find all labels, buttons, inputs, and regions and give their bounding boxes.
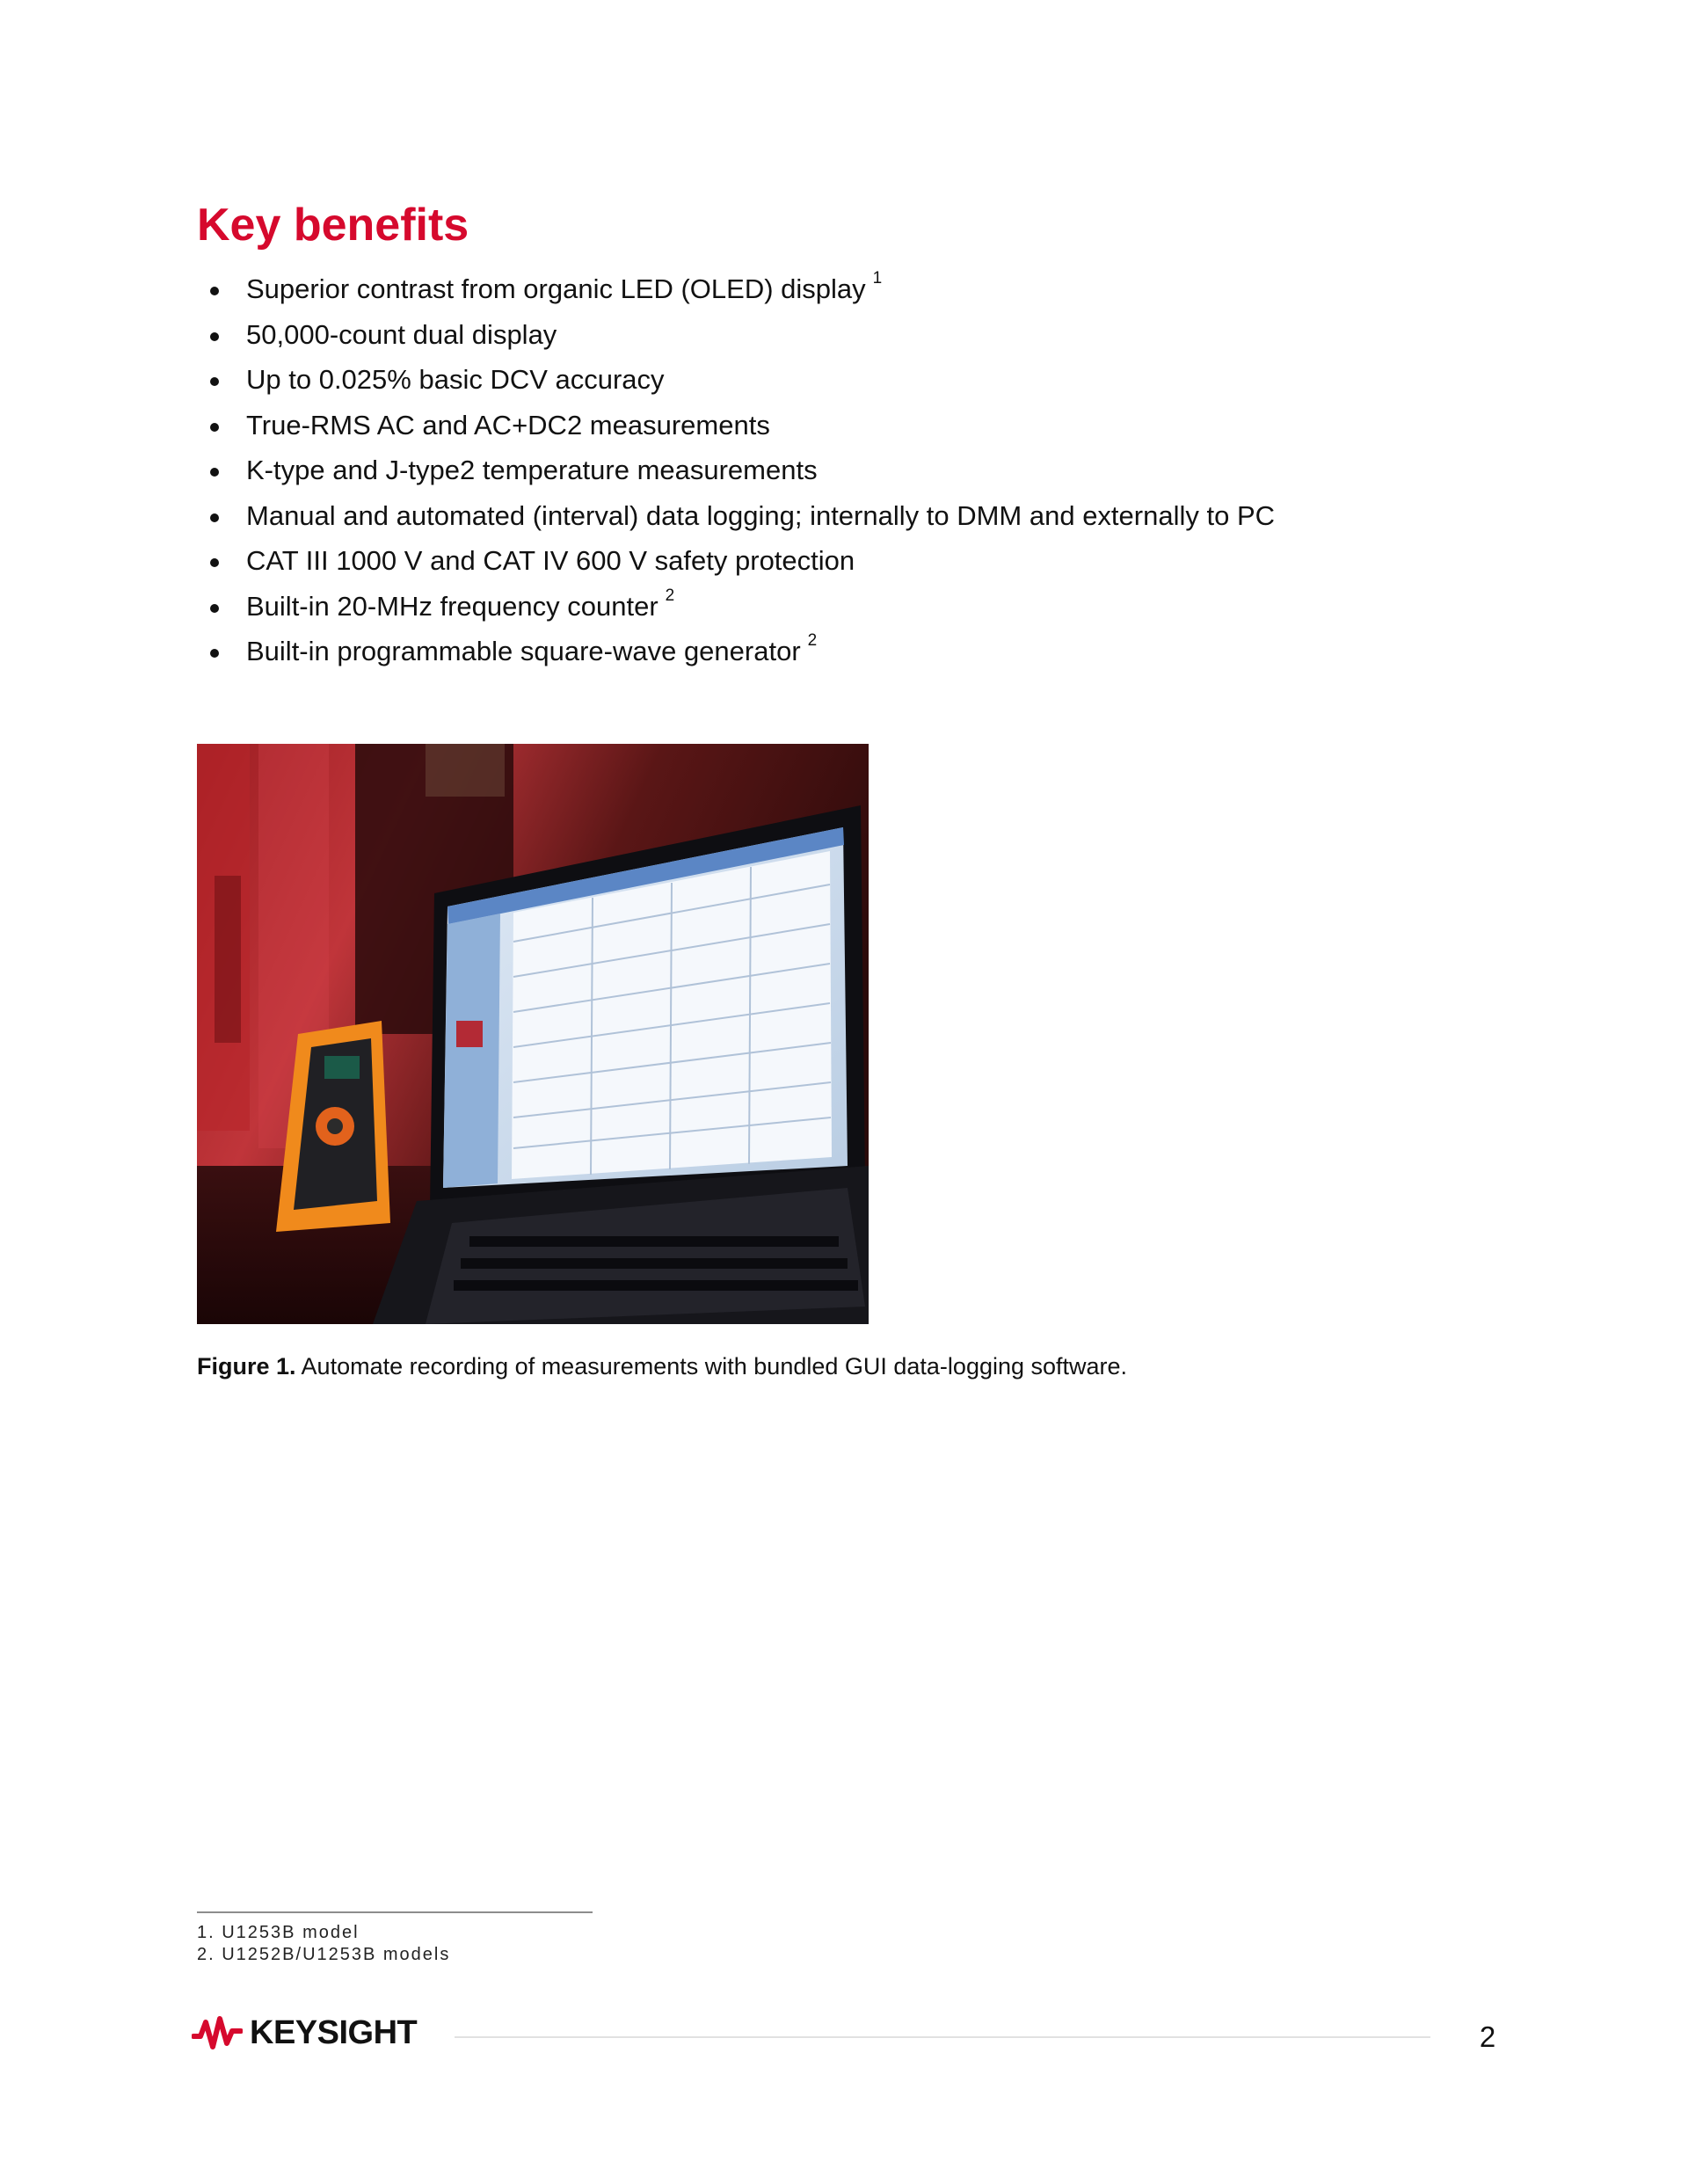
- list-item: [197, 269, 1275, 315]
- list-item: [197, 496, 1275, 542]
- footnote-ref[interactable]: 2: [665, 586, 675, 605]
- benefit-text: True-RMS AC and AC+DC2 measurements: [246, 409, 770, 440]
- list-item: [197, 586, 1275, 632]
- footnote: 1. U1253B model: [197, 1923, 360, 1942]
- footnote: 2. U1252B/U1253B models: [197, 1945, 451, 1964]
- list-item: [197, 541, 1275, 586]
- list-item: [197, 315, 1275, 360]
- benefit-text: Superior contrast from organic LED (OLED) display: [246, 273, 866, 304]
- benefit-text: Manual and automated (interval) data logging; internally to DMM and externally to PC: [246, 499, 1276, 531]
- benefit-text: Up to 0.025% basic DCV accuracy: [246, 364, 665, 395]
- benefit-text: Built-in programmable square-wave generator: [246, 636, 801, 666]
- benefit-text: CAT III 1000 V and CAT IV 600 V safety protection: [246, 545, 855, 576]
- footnote-ref[interactable]: 2: [807, 631, 818, 650]
- benefits-list: [197, 269, 1275, 677]
- benefit-text: Built-in 20-MHz frequency counter: [246, 590, 658, 622]
- footnote-ref[interactable]: 1: [872, 269, 883, 288]
- brand-name: KEYSIGHT: [250, 2013, 418, 2051]
- benefit-text: 50,000-count dual display: [246, 318, 557, 350]
- list-item: [197, 405, 1275, 451]
- footnote-divider: [197, 1911, 593, 1913]
- benefit-text: K-type and J-type2 temperature measurements: [246, 455, 818, 485]
- footer-divider: [455, 2036, 1430, 2038]
- page-heading: Key benefits: [197, 200, 469, 251]
- page-number: 2: [1479, 2020, 1496, 2053]
- figure-photo: [197, 744, 869, 1324]
- figure-label: Figure 1.: [197, 1353, 296, 1380]
- list-item: [197, 631, 1275, 677]
- figure-caption-text: Automate recording of measurements with bundled GUI data-logging software.: [295, 1353, 1128, 1380]
- waveform-icon: [192, 2013, 243, 2052]
- list-item: [197, 360, 1275, 405]
- footnotes: [197, 1922, 450, 1966]
- keysight-logo[interactable]: [192, 2013, 417, 2052]
- list-item: [197, 450, 1275, 496]
- figure-caption: [197, 1350, 1127, 1382]
